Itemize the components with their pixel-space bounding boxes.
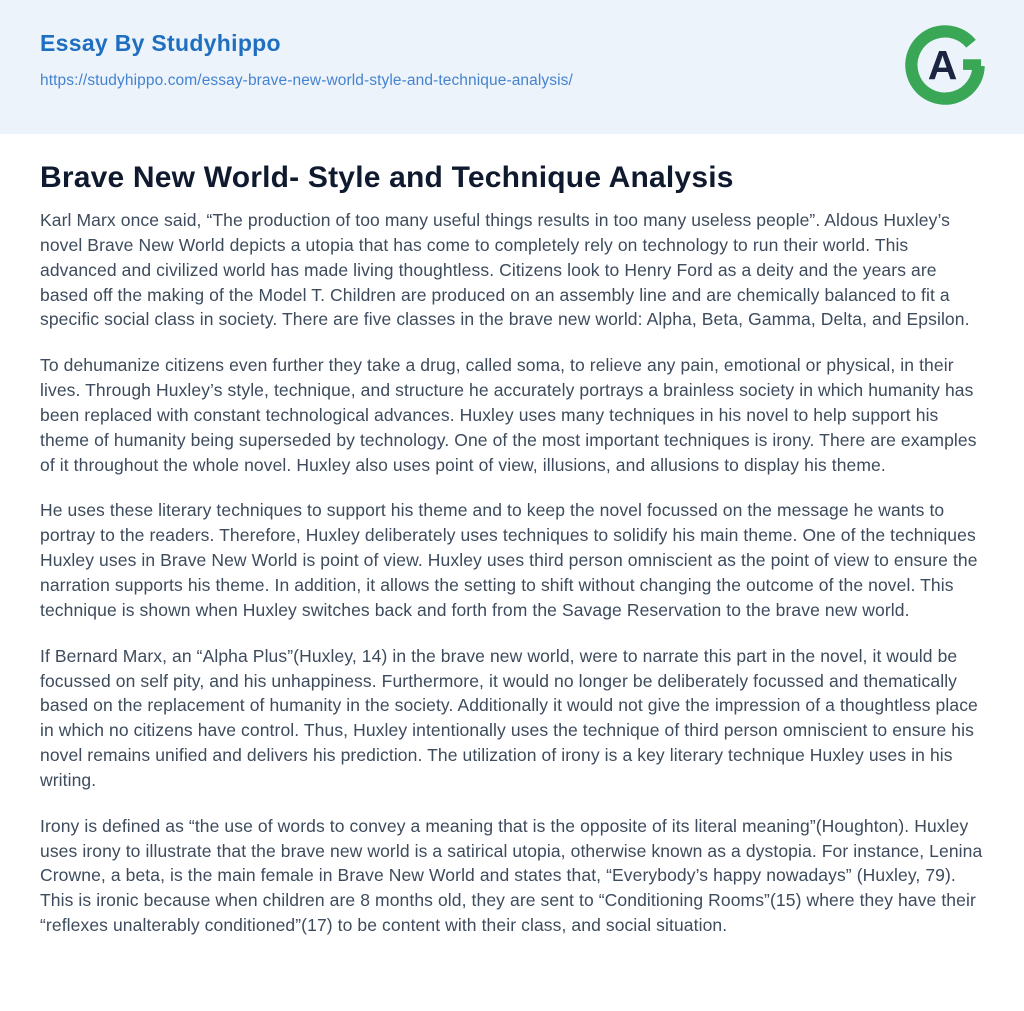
header-text-block — [40, 30, 573, 90]
logo-letter: A — [927, 41, 958, 88]
article-body — [0, 134, 1024, 938]
studyhippo-logo[interactable] — [904, 24, 986, 106]
article-paragraph-1: Karl Marx once said, “The production of too many useful things results in too many useless people”. Aldous Huxley’s novel Brave New World depicts a utopia that has come to completely rely on technology to run their world. This advanced and civilized world has made living thoughtless. Citizens look to Henry Ford as a deity and the years are based off the making of the Model T. Children are produced on an assembly line and are chemically balanced to fit a specific social class in society. There are five classes in the brave new world: Alpha, Beta, Gamma, Delta, and Epsilon. — [40, 210, 970, 330]
article-url-link[interactable]: https://studyhippo.com/essay-brave-new-world-style-and-technique-analysis/ — [40, 72, 573, 89]
page-header — [0, 0, 1024, 134]
logo-ring-icon — [904, 24, 986, 106]
site-title-link[interactable]: Essay By Studyhippo — [40, 30, 281, 56]
logo-ring-tab — [963, 59, 981, 70]
article-paragraph-5: Irony is defined as “the use of words to convey a meaning that is the opposite of its literal meaning”(Houghton). Huxley uses irony to illustrate that the brave new world is a satirical utopia, otherwise known as a dystopia. For instance, Lenina Crowne, a beta, is the main female in Brave New World and states that, “Everybody’s happy nowadays” (Huxley, 79). This is ironic because when children are 8 months old, they are sent to “Conditioning Rooms”(15) where they have their “reflexes unalterably conditioned”(17) to be content with their class, and social situation. — [40, 815, 983, 936]
article-paragraph-3: He uses these literary techniques to support his theme and to keep the novel focussed on the message he wants to portray to the readers. Therefore, Huxley deliberately uses techniques to solidify his main theme. One of the techniques Huxley uses in Brave New World is point of view. Huxley uses third person omniscient as the point of view to ensure the narration supports his theme. In addition, it allows the setting to shift without changing the outcome of the novel. This technique is shown when Huxley switches back and forth from the Savage Reservation to the brave new world. — [40, 500, 978, 620]
article-paragraph-2: To dehumanize citizens even further they take a drug, called soma, to relieve any pain, emotional or physical, in their lives. Through Huxley’s style, technique, and structure he accurately portrays a brainless society in which humanity has been replaced with constant technological advances. Huxley uses many techniques in his novel to help support his theme of humanity being superseded by technology. One of the most important techniques is irony. There are examples of it throughout the whole novel. Huxley also uses point of view, illusions, and allusions to display his theme. — [40, 355, 977, 475]
article-title: Brave New World- Style and Technique Analysis — [40, 161, 734, 194]
article-paragraph-4: If Bernard Marx, an “Alpha Plus”(Huxley, 14) in the brave new world, were to narrate this part in the novel, it would be focussed on self pity, and his unhappiness. Furthermore, it would no longer be deliberately focussed and thematically based on the replacement of humanity in the society. Additionally it would not give the impression of a thoughtless place in which no citizens have control. Thus, Huxley intentionally uses the technique of third person omniscient to ensure his novel remains unified and delivers his prediction. The utilization of irony is a key literary technique Huxley uses in his writing. — [40, 645, 978, 790]
